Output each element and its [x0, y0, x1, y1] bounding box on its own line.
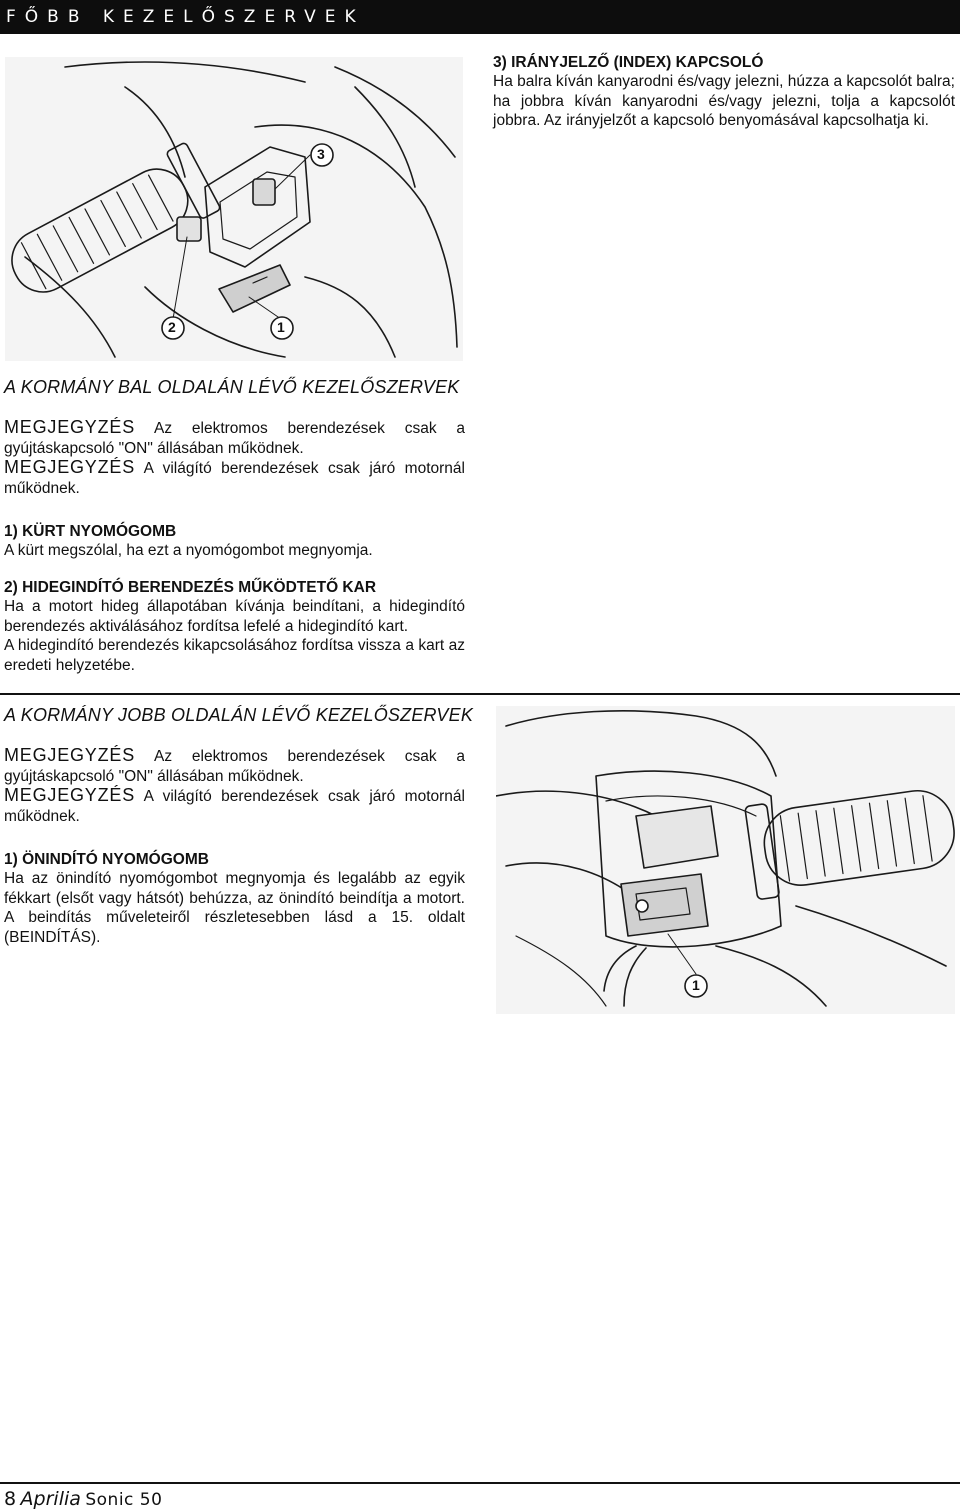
callout-3: 3: [317, 146, 325, 162]
turn-signal-text: Ha balra kíván kanyarodni és/vagy jelezni, húzza a kapcsolót balra; ha jobbra kíván kanyarodni és/vagy jelezni, tolja a kapcsolót jobbra. Az irányjelzőt a kapcsoló benyomásával kapcsolhatja ki.: [493, 73, 955, 129]
footer-rule: [0, 1482, 960, 1484]
right-controls-title: A KORMÁNY JOBB OLDALÁN LÉVŐ KEZELŐSZERVEK: [4, 705, 474, 725]
horn-heading: 1) KÜRT NYOMÓGOMB: [4, 523, 177, 540]
horn-text: A kürt megszólal, ha ezt a nyomógombot megnyomja.: [4, 542, 373, 559]
left-handlebar-figure: [5, 57, 463, 361]
left-controls-title: A KORMÁNY BAL OLDALÁN LÉVŐ KEZELŐSZERVEK: [4, 377, 460, 397]
section-divider: [0, 693, 960, 695]
starter-text: Ha az önindító nyomógombot megnyomja és legalább az egyik fékkart (elsőt vagy hátsót) behúzza, az önindító beindítja a motort. A beindítás műveleteiről részletesebben lásd a 15. oldalt (BEINDÍTÁS).: [4, 870, 465, 946]
choke-heading: 2) HIDEGINDÍTÓ BERENDEZÉS MŰKÖDTETŐ KAR: [4, 579, 377, 596]
turn-signal-section: [493, 53, 955, 131]
note-label: MEGJEGYZÉS: [4, 417, 136, 437]
left-notes: [4, 418, 465, 498]
note-text-cont: működnek.: [4, 479, 80, 497]
note-text-cont: gyújtáskapcsoló "ON" állásában működnek.: [4, 767, 304, 785]
header-title: FŐBB KEZELŐSZERVEK: [6, 7, 365, 27]
note-text-cont: gyújtáskapcsoló "ON" állásában működnek.: [4, 439, 304, 457]
starter-heading: 1) ÖNINDÍTÓ NYOMÓGOMB: [4, 851, 209, 868]
right-handlebar-figure: [496, 706, 955, 1014]
choke-text-1: Ha a motort hideg állapotában kívánja beindítani, a hidegindító berendezés aktiválásához fordítsa lefelé a hidegindító kart.: [4, 598, 465, 635]
header-bar: [0, 0, 960, 34]
starter-section: [4, 850, 465, 947]
note-label: MEGJEGYZÉS: [4, 745, 136, 765]
choke-section: [4, 578, 465, 675]
callout-1: 1: [277, 319, 285, 335]
note-text: A világító berendezések csak járó motornál: [135, 788, 465, 805]
model-name: Sonic 50: [85, 1490, 163, 1510]
note-label: MEGJEGYZÉS: [4, 457, 136, 477]
horn-section: [4, 522, 465, 561]
right-notes: [4, 746, 465, 826]
brand-name: Aprilia: [20, 1488, 81, 1510]
turn-signal-heading: 3) IRÁNYJELZŐ (INDEX) KAPCSOLÓ: [493, 54, 764, 71]
note-label: MEGJEGYZÉS: [4, 785, 136, 805]
note-text: Az elektromos berendezések csak a: [135, 748, 465, 765]
page-footer: [4, 1488, 162, 1512]
page-number: 8: [4, 1488, 17, 1510]
choke-text-2: A hidegindító berendezés kikapcsolásához fordítsa vissza a kart az eredeti helyzetébe.: [4, 637, 465, 674]
callout-1: 1: [692, 977, 700, 993]
callout-2: 2: [168, 319, 176, 335]
note-text: Az elektromos berendezések csak a: [135, 420, 465, 437]
note-text-cont: működnek.: [4, 807, 80, 825]
note-text: A világító berendezések csak járó motornál: [135, 460, 465, 477]
